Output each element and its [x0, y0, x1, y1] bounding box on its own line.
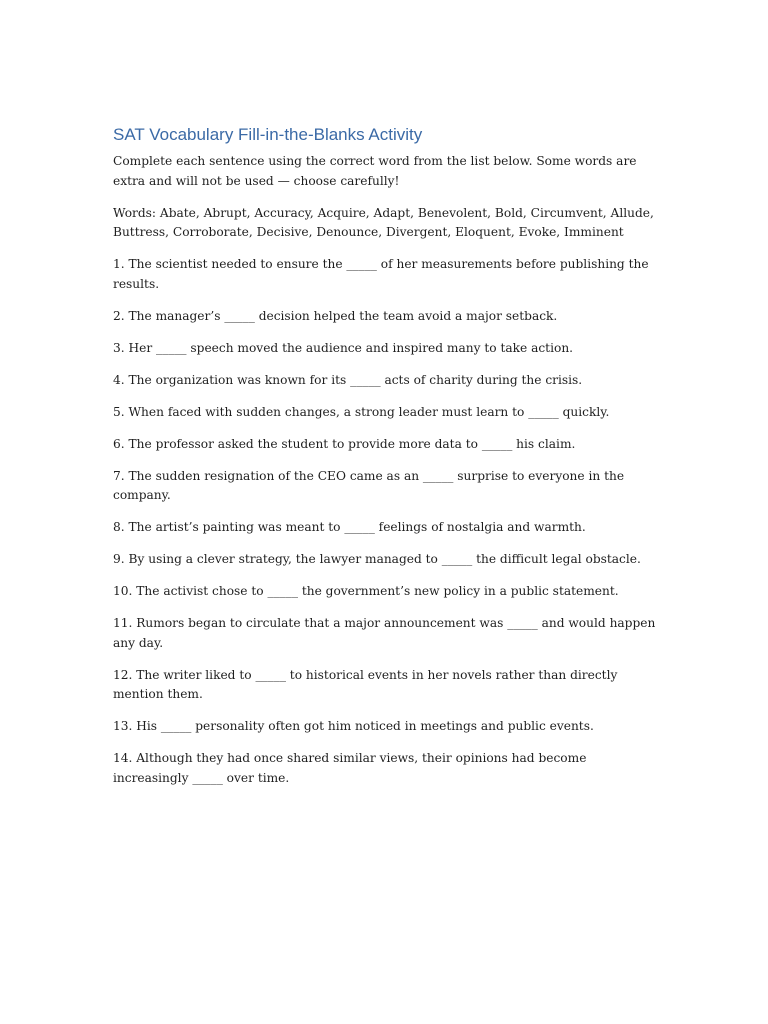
instructions-text: Complete each sentence using the correct word from the list below. Some words are extra and will not be used — choose carefully!	[113, 154, 637, 188]
question-item: 5. When faced with sudden changes, a strong leader must learn to _____ quickly.	[113, 404, 610, 419]
question-list	[113, 255, 661, 788]
question-item: 2. The manager’s _____ decision helped the team avoid a major setback.	[113, 308, 558, 323]
question-item: 8. The artist’s painting was meant to _____ feelings of nostalgia and warmth.	[113, 520, 586, 534]
question-item: 4. The organization was known for its _____ acts of charity during the crisis.	[113, 372, 583, 387]
question-item: 3. Her _____ speech moved the audience and inspired many to take action.	[113, 340, 574, 355]
question-item: 10. The activist chose to _____ the government’s new policy in a public statement.	[113, 584, 619, 598]
word-bank: Words: Abate, Abrupt, Accuracy, Acquire, Adapt, Benevolent, Bold, Circumvent, Allude, Buttress, Corroborate, Decisive, Denounce, Divergent, Eloquent, Evoke, Imminent	[113, 205, 654, 239]
worksheet-title: SAT Vocabulary Fill-in-the-Blanks Activity	[113, 125, 423, 144]
question-item: 6. The professor asked the student to provide more data to _____ his claim.	[113, 436, 576, 451]
question-item: 7. The sudden resignation of the CEO came as an _____ surprise to everyone in the company.	[113, 468, 625, 502]
question-item: 14. Although they had once shared similar views, their opinions had become increasingly _____ over time.	[113, 751, 587, 785]
question-item: 12. The writer liked to _____ to historical events in her novels rather than directly mention them.	[113, 667, 618, 701]
question-item: 1. The scientist needed to ensure the _____ of her measurements before publishing the results.	[113, 257, 649, 291]
question-item: 9. By using a clever strategy, the lawyer managed to _____ the difficult legal obstacle.	[113, 552, 641, 566]
question-item: 11. Rumors began to circulate that a major announcement was _____ and would happen any day.	[113, 616, 656, 650]
question-item: 13. His _____ personality often got him noticed in meetings and public events.	[113, 719, 594, 733]
worksheet-page	[113, 124, 661, 801]
